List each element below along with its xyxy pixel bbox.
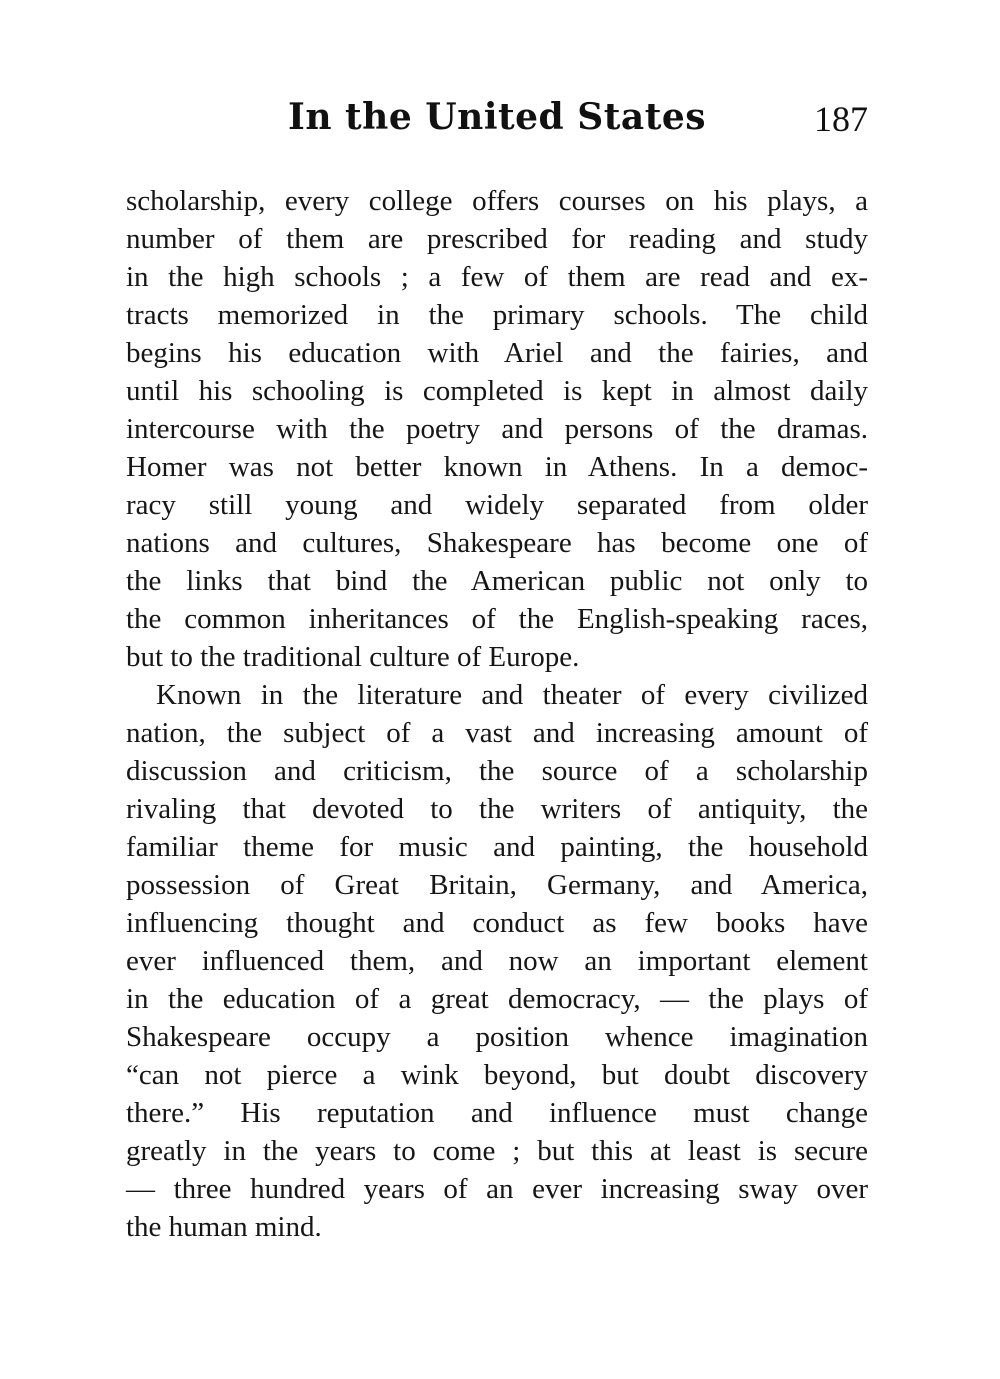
text-line: in the education of a great democracy, — the plays of bbox=[126, 983, 868, 1015]
text-line: the links that bind the American public not only to bbox=[126, 565, 868, 597]
text-line: scholarship, every college offers courses on his plays, a bbox=[126, 185, 868, 217]
text-line: intercourse with the poetry and persons of the dramas. bbox=[126, 413, 868, 445]
text-line: nation, the subject of a vast and increasing amount of bbox=[126, 717, 868, 749]
text-line: possession of Great Britain, Germany, and America, bbox=[126, 869, 868, 901]
text-line: until his schooling is completed is kept in almost daily bbox=[126, 375, 868, 407]
running-head bbox=[126, 96, 868, 156]
text-line: the human mind. bbox=[126, 1211, 322, 1243]
text-line: discussion and criticism, the source of a scholarship bbox=[126, 755, 868, 787]
text-line: in the high schools ; a few of them are read and ex- bbox=[126, 261, 868, 293]
text-line: Homer was not better known in Athens. In a democ- bbox=[126, 451, 868, 483]
text-line: ever influenced them, and now an important element bbox=[126, 945, 868, 977]
paragraph-1 bbox=[126, 182, 868, 676]
text-line: tracts memorized in the primary schools. The child bbox=[126, 299, 868, 331]
text-line: “can not pierce a wink beyond, but doubt discovery bbox=[126, 1059, 868, 1091]
text-line: Shakespeare occupy a position whence imagination bbox=[126, 1021, 868, 1053]
page-number: 187 bbox=[814, 99, 868, 139]
text-line: influencing thought and conduct as few books have bbox=[126, 907, 868, 939]
text-line: begins his education with Ariel and the fairies, and bbox=[126, 337, 868, 369]
text-line: rivaling that devoted to the writers of antiquity, the bbox=[126, 793, 868, 825]
text-line: Known in the literature and theater of every civilized bbox=[156, 679, 868, 711]
text-line: racy still young and widely separated from older bbox=[126, 489, 868, 521]
text-line: — three hundred years of an ever increasing sway over bbox=[126, 1173, 868, 1205]
running-title: In the United States bbox=[287, 96, 707, 138]
body-text bbox=[126, 182, 868, 1246]
text-line: number of them are prescribed for reading and study bbox=[126, 223, 868, 255]
text-line: but to the traditional culture of Europe. bbox=[126, 641, 580, 673]
text-line: greatly in the years to come ; but this at least is secure bbox=[126, 1135, 868, 1167]
text-line: familiar theme for music and painting, the household bbox=[126, 831, 868, 863]
text-line: there.” His reputation and influence must change bbox=[126, 1097, 868, 1129]
text-line: nations and cultures, Shakespeare has become one of bbox=[126, 527, 868, 559]
paragraph-2 bbox=[126, 676, 868, 1246]
text-line: the common inheritances of the English-speaking races, bbox=[126, 603, 868, 635]
